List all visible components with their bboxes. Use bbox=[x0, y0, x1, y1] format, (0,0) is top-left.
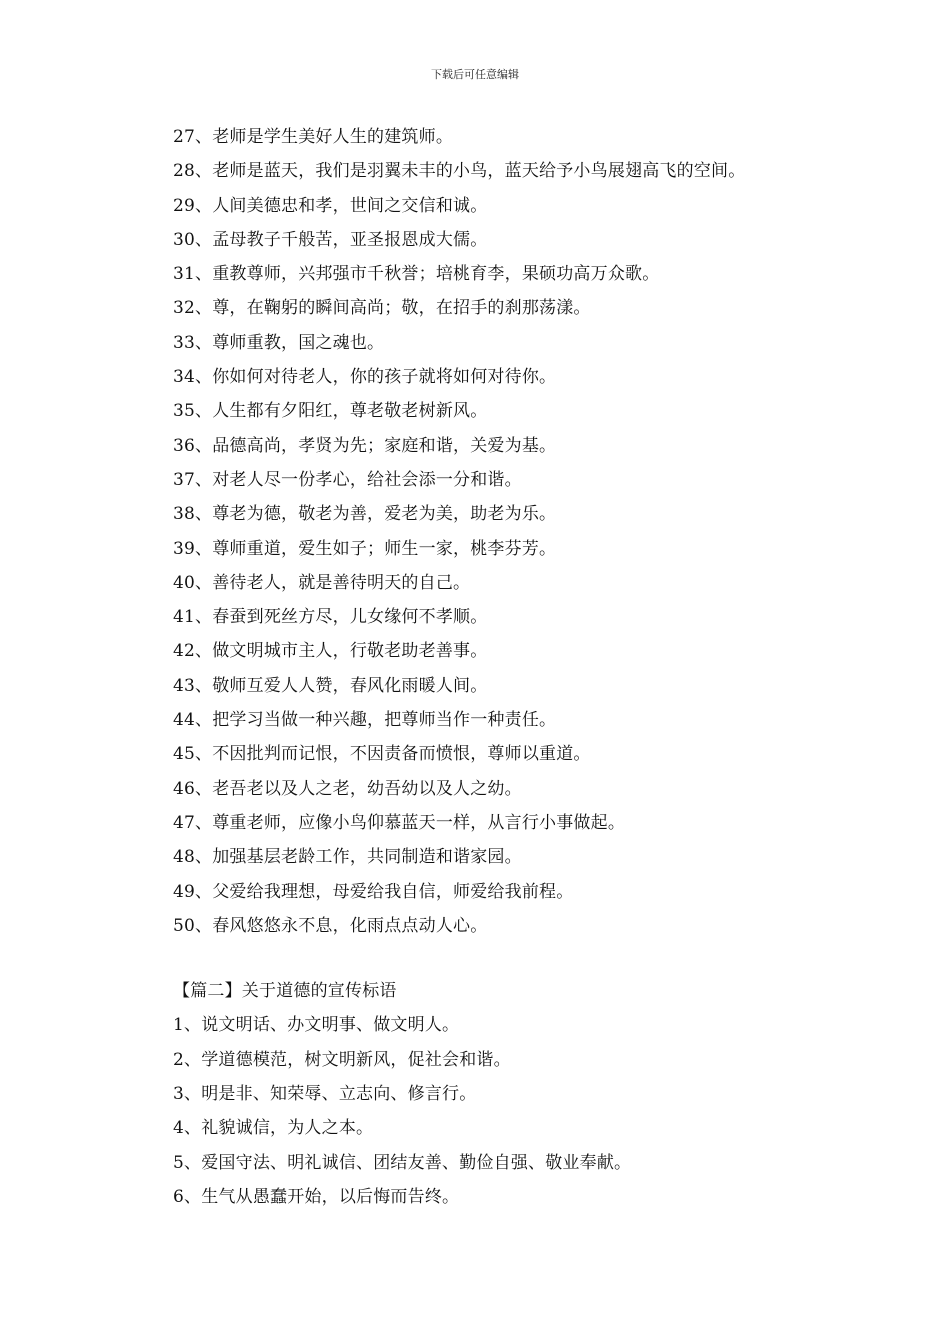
list-item: 46、老吾老以及人之老，幼吾幼以及人之幼。 bbox=[173, 778, 522, 799]
list-item: 45、不因批判而记恨，不因责备而愤恨，尊师以重道。 bbox=[173, 744, 591, 765]
list-item: 3、明是非、知荣辱、立志向、修言行。 bbox=[173, 1084, 477, 1105]
list-item: 28、老师是蓝天，我们是羽翼未丰的小鸟，蓝天给予小鸟展翅高飞的空间。 bbox=[173, 161, 746, 182]
list-item: 47、尊重老师，应像小鸟仰慕蓝天一样，从言行小事做起。 bbox=[173, 812, 626, 833]
list-item: 35、人生都有夕阳红，尊老敬老树新风。 bbox=[173, 401, 488, 422]
document-body bbox=[173, 120, 873, 1214]
list-item: 48、加强基层老龄工作，共同制造和谐家园。 bbox=[173, 847, 522, 868]
list-item: 27、老师是学生美好人生的建筑师。 bbox=[173, 127, 454, 147]
list-item: 2、学道德模范，树文明新风，促社会和谐。 bbox=[173, 1049, 511, 1070]
list-item: 33、尊师重教，国之魂也。 bbox=[173, 332, 385, 353]
list-item: 40、善待老人，就是善待明天的自己。 bbox=[173, 572, 471, 593]
list-item: 39、尊师重道，爱生如子；师生一家，桃李芬芳。 bbox=[173, 538, 557, 559]
list-item: 43、敬师互爱人人赞，春风化雨暖人间。 bbox=[173, 675, 488, 696]
list-item: 1、说文明话、办文明事、做文明人。 bbox=[173, 1015, 460, 1036]
list-item: 42、做文明城市主人，行敬老助老善事。 bbox=[173, 641, 488, 662]
page-header-note: 下载后可任意编辑 bbox=[431, 68, 519, 81]
list-item: 36、品德高尚，孝贤为先；家庭和谐，关爱为基。 bbox=[173, 435, 557, 456]
list-item: 6、生气从愚蠢开始，以后悔而告终。 bbox=[173, 1186, 460, 1207]
list-item: 30、孟母教子千般苦，亚圣报恩成大儒。 bbox=[173, 229, 488, 250]
section-heading: 【篇二】关于道德的宣传标语 bbox=[173, 981, 397, 1002]
list-item: 34、你如何对待老人，你的孩子就将如何对待你。 bbox=[173, 367, 557, 388]
list-item: 31、重教尊师，兴邦强市千秋誉；培桃育李，果硕功高万众歌。 bbox=[173, 264, 660, 285]
list-item: 29、人间美德忠和孝，世间之交信和诚。 bbox=[173, 195, 488, 216]
list-item: 44、把学习当做一种兴趣，把尊师当作一种责任。 bbox=[173, 710, 557, 731]
list-item: 50、春风悠悠永不息，化雨点点动人心。 bbox=[173, 915, 488, 936]
list-item: 38、尊老为德，敬老为善，爱老为美，助老为乐。 bbox=[173, 504, 557, 525]
section-spacer bbox=[173, 943, 873, 974]
list-item: 49、父爱给我理想，母爱给我自信，师爱给我前程。 bbox=[173, 881, 574, 902]
list-item: 5、爱国守法、明礼诚信、团结友善、勤俭自强、敬业奉献。 bbox=[173, 1152, 632, 1173]
slogan-list-part-one bbox=[173, 120, 873, 943]
list-item: 4、礼貌诚信，为人之本。 bbox=[173, 1118, 374, 1139]
list-item: 32、尊，在鞠躬的瞬间高尚；敬，在招手的刹那荡漾。 bbox=[173, 298, 591, 319]
list-item: 37、对老人尽一份孝心，给社会添一分和谐。 bbox=[173, 469, 522, 490]
slogan-list-part-two bbox=[173, 974, 873, 1214]
list-item: 41、春蚕到死丝方尽，儿女缘何不孝顺。 bbox=[173, 607, 488, 628]
